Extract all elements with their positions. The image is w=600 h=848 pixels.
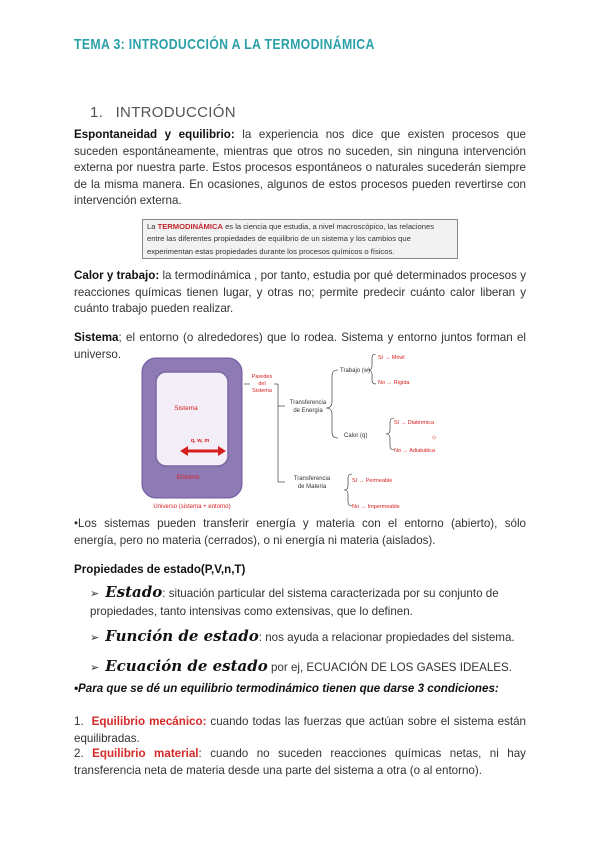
- text-estado: : situación particular del sistema caracterizada por su conjunto de propiedades, tanto intensivas como extensivas, que lo definen.: [90, 587, 499, 618]
- props-heading: Propiedades de estado(P,V,n,T): [74, 563, 246, 576]
- transf-energia-label-1: Transferencia: [289, 400, 327, 406]
- term-funcion: Función de estado: [105, 627, 259, 645]
- transf-energia-label-2: de Energía: [293, 408, 323, 414]
- entorno-label: Entorno: [176, 474, 200, 481]
- bullet-estado: [90, 584, 530, 620]
- paredes-label-2: del: [258, 381, 266, 387]
- bullet-funcion: [90, 628, 530, 647]
- term-sistema: Sistema: [74, 331, 119, 344]
- text-calor-trabajo: la termodinámica , por tanto, estudia por qué determinados procesos y reacciones químicas tienen lugar, y otras no; permite predecir cuánto calor liberan y cuánto trabajo pueden realizar.: [74, 269, 527, 316]
- paredes-label-3: Sistema: [252, 388, 272, 394]
- transf-materia-label-1: Transferencia: [293, 476, 331, 482]
- no-rigida-label: No → Rígida: [378, 380, 410, 386]
- paragraph-calor-trabajo: [74, 268, 526, 318]
- condition-1: [74, 714, 526, 747]
- energia-brace: [326, 370, 338, 438]
- si-permeable-label: Sí → Permeable: [352, 478, 393, 484]
- text-sistema: ; el entorno (o alrededores) que lo rodea. Sistema y entorno juntos forman el universo.: [74, 331, 526, 361]
- condition-1-number: 1.: [74, 715, 84, 728]
- arrow-bullet-icon: ➢: [90, 662, 100, 674]
- term-calor-trabajo: Calor y trabajo:: [74, 269, 160, 282]
- definition-pre: La: [147, 222, 158, 231]
- universo-label: Universo (sistema + entorno): [153, 504, 231, 510]
- text-funcion: : nos ayuda a relacionar propiedades del sistema.: [258, 631, 515, 644]
- arrow-bullet-icon: ➢: [90, 588, 100, 600]
- condition-2-number: 2.: [74, 747, 84, 760]
- system-diagram: [140, 354, 450, 514]
- document-title: TEMA 3: INTRODUCCIÓN A LA TERMODINÁMICA: [74, 36, 375, 53]
- red-marker: ⬦: [432, 435, 437, 441]
- conditions-intro: •Para que se dé un equilibrio termodinámico tienen que darse 3 condiciones:: [74, 682, 499, 695]
- trabajo-label: Trabajo (w): [340, 368, 371, 374]
- text-espontaneidad: la experiencia nos dice que existen procesos que suceden espontáneamente, mientras que otros no suceden, sin ninguna intervención externa por nuestra parte. Estos procesos espontáneos o naturales sucederán siempre de la misma manera. En ocasiones, algunos de estos procesos pueden revertirse con intervención externa.: [74, 128, 526, 208]
- section-heading: [90, 104, 236, 121]
- qwm-label: q, w, m: [190, 438, 210, 444]
- definition-text: es la ciencia que estudia, a nivel macroscópico, las relaciones entre las diferentes propiedades de equilibrio de un sistema y los cambios que experimentan estas propiedades durante los procesos químicos o físicos.: [147, 222, 435, 256]
- calor-brace: [386, 418, 394, 450]
- condition-2-term: Equilibrio material: [92, 747, 199, 760]
- sistema-label: Sistema: [174, 405, 198, 412]
- definition-box: [142, 219, 458, 259]
- paragraph-espontaneidad: [74, 127, 526, 210]
- section-number: 1.: [90, 104, 104, 121]
- paredes-label-1: Paredes: [251, 374, 273, 380]
- no-impermeable-label: No → Impermeable: [352, 504, 400, 510]
- no-adiabatica-label: No → Adiabática: [394, 448, 435, 454]
- condition-1-text: cuando todas las fuerzas que actúan sobre el sistema están equilibradas.: [74, 715, 526, 745]
- term-estado: Estado: [105, 583, 163, 601]
- calor-label: Calor (q): [344, 433, 368, 439]
- materia-brace: [344, 474, 352, 506]
- condition-2: [74, 746, 526, 779]
- term-ecuacion: Ecuación de estado: [105, 657, 268, 675]
- definition-keyword: TERMODINÁMICA: [157, 222, 223, 231]
- bullet-ecuacion: [90, 658, 530, 677]
- text-tipos-sistema: •Los sistemas pueden transferir energía y materia con el entorno (abierto), sólo energía, pero no materia (cerrados), o ni energía ni materia (aislados).: [74, 517, 526, 547]
- section-title: INTRODUCCIÓN: [115, 104, 236, 121]
- paragraph-tipos-sistema: [74, 516, 526, 549]
- term-espontaneidad: Espontaneidad y equilibrio:: [74, 128, 235, 141]
- arrow-bullet-icon: ➢: [90, 632, 100, 644]
- si-diatermica-label: Sí → Diatérmica: [394, 420, 435, 426]
- transf-materia-label-2: de Materia: [297, 484, 327, 490]
- condition-2-text: : cuando no suceden reacciones químicas netas, ni hay transferencia neta de materia desde una parte del sistema a otra (o al entorno).: [74, 747, 526, 777]
- si-movil-label: Sí → Móvil: [378, 355, 405, 361]
- condition-1-term: Equilibrio mecánico:: [91, 715, 207, 728]
- text-ecuacion: por ej, ECUACIÓN DE LOS GASES IDEALES.: [267, 661, 512, 674]
